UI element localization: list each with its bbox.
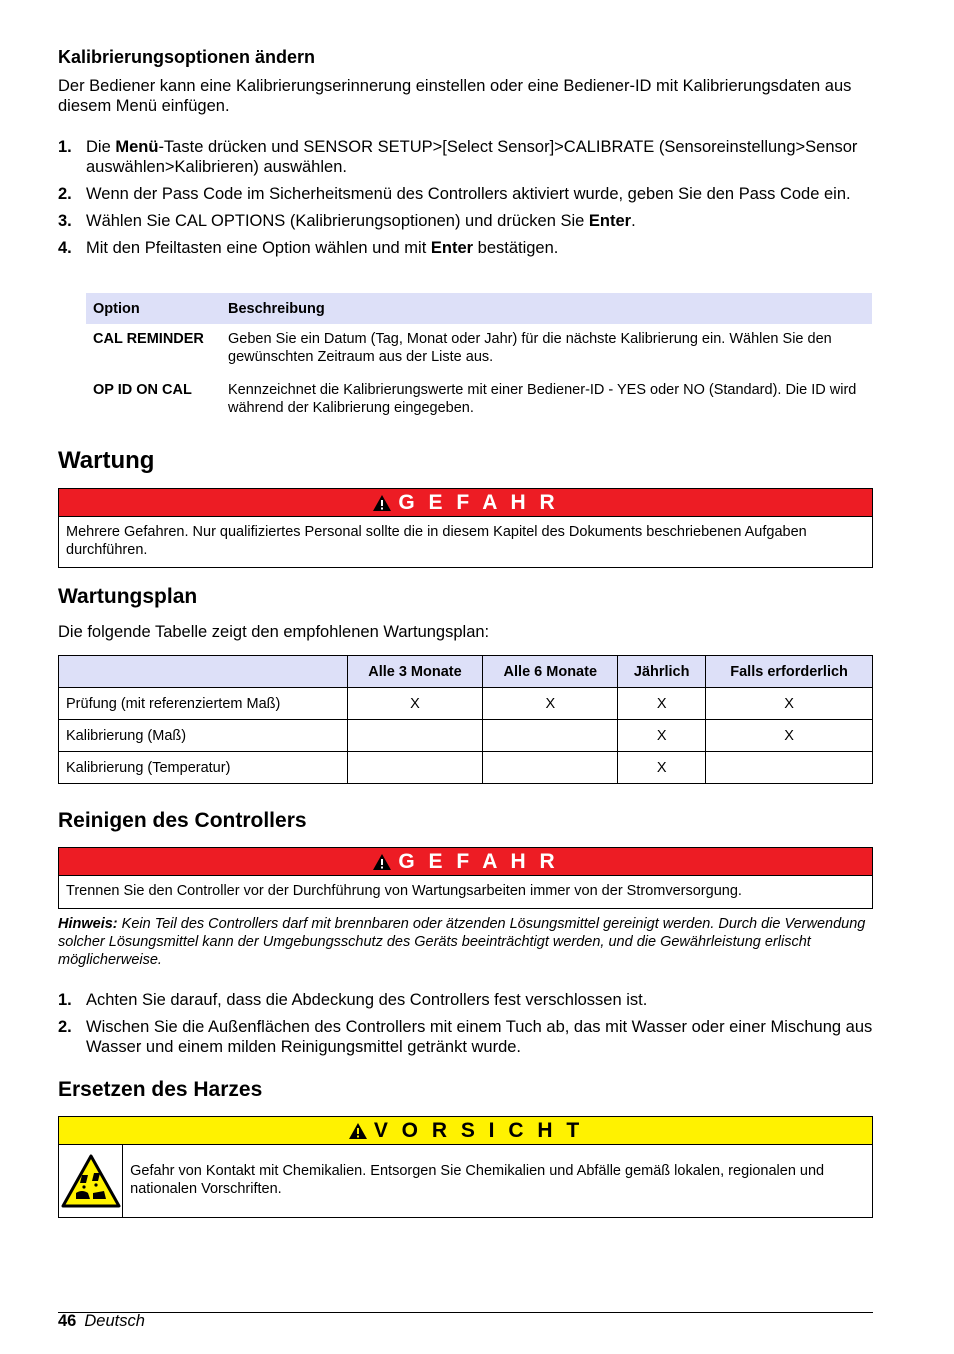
danger-box-cleaning xyxy=(58,847,873,909)
danger-box-maintenance xyxy=(58,488,873,568)
options-table xyxy=(86,293,872,426)
list-item xyxy=(58,1017,873,1057)
table-row xyxy=(59,752,873,784)
table-row xyxy=(86,324,872,375)
danger-label: G E F A H R xyxy=(398,490,559,514)
schedule-cell: X xyxy=(618,720,706,752)
task-label: Prüfung (mit referenziertem Maß) xyxy=(59,688,348,720)
list-item xyxy=(58,990,873,1010)
harz-heading: Ersetzen des Harzes xyxy=(58,1078,263,1101)
step-text: Die xyxy=(86,138,116,156)
schedule-header-blank xyxy=(59,656,348,688)
schedule-cell xyxy=(706,752,873,784)
page-number: 46 xyxy=(58,1312,77,1330)
step-text: Mit den Pfeiltasten eine Option wählen und mit xyxy=(86,239,431,257)
caution-text: Gefahr von Kontakt mit Chemikalien. Entsorgen Sie Chemikalien und Abfälle gemäß lokalen, regionalen und nationalen Vorschriften. xyxy=(130,1163,825,1197)
task-label: Kalibrierung (Maß) xyxy=(59,720,348,752)
wartungsplan-intro: Die folgende Tabelle zeigt den empfohlenen Wartungsplan: xyxy=(58,623,490,641)
chemical-hazard-icon xyxy=(59,1145,123,1217)
step-text: Wenn der Pass Code im Sicherheitsmenü des Controllers aktiviert wurde, geben Sie den Pass Code ein. xyxy=(86,185,851,203)
options-header-description: Beschreibung xyxy=(221,293,872,324)
option-description: Geben Sie ein Datum (Tag, Monat oder Jahr) für die nächste Kalibrierung ein. Wählen Sie den gewünschten Zeitraum aus der Liste aus. xyxy=(228,331,832,365)
caution-bar xyxy=(59,1117,872,1145)
cleaning-steps xyxy=(58,990,873,1064)
step-number: 1. xyxy=(58,991,72,1009)
schedule-header-3-months: Alle 3 Monate xyxy=(347,656,483,688)
option-name: OP ID ON CAL xyxy=(93,382,192,398)
page-footer xyxy=(58,1312,145,1331)
schedule-cell xyxy=(347,752,483,784)
schedule-header-as-needed: Falls erforderlich xyxy=(706,656,873,688)
step-number: 2. xyxy=(58,1018,72,1036)
option-description: Kennzeichnet die Kalibrierungswerte mit einer Bediener-ID - YES oder NO (Standard). Die ID wird während der Kalibrierung eingegeben. xyxy=(228,382,857,416)
step-text: bestätigen. xyxy=(473,239,559,257)
step-text: Achten Sie darauf, dass die Abdeckung des Controllers fest verschlossen ist. xyxy=(86,991,648,1009)
maintenance-schedule-table xyxy=(58,655,873,784)
step-number: 3. xyxy=(58,212,72,230)
cal-options-heading: Kalibrierungsoptionen ändern xyxy=(58,47,316,67)
warning-triangle-icon xyxy=(348,1122,368,1140)
note-label: Hinweis: xyxy=(58,916,118,932)
options-header-option: Option xyxy=(86,293,221,324)
list-item xyxy=(58,211,873,231)
danger-bar xyxy=(59,489,872,517)
list-item xyxy=(58,238,873,258)
caution-box-resin xyxy=(58,1116,873,1218)
schedule-cell xyxy=(483,752,618,784)
reinigen-heading: Reinigen des Controllers xyxy=(58,809,307,832)
table-row xyxy=(86,375,872,426)
list-item xyxy=(58,137,873,177)
schedule-cell: X xyxy=(618,752,706,784)
warning-triangle-icon xyxy=(372,853,392,871)
schedule-cell xyxy=(483,720,618,752)
step-number: 1. xyxy=(58,138,72,156)
caution-label: V O R S I C H T xyxy=(373,1118,584,1142)
step-emphasis: Enter xyxy=(588,212,632,230)
step-text: . xyxy=(631,212,636,230)
cal-options-intro: Der Bediener kann eine Kalibrierungserinnerung einstellen oder eine Bediener-ID mit Kalibrierungsdaten aus diesem Menü einfügen. xyxy=(58,77,852,115)
list-item xyxy=(58,184,873,204)
step-emphasis: Enter xyxy=(430,239,474,257)
step-text: -Taste drücken und SENSOR SETUP>[Select Sensor]>CALIBRATE (Sensoreinstellung>Sensor auswählen>Kalibrieren) auswählen. xyxy=(86,138,858,176)
step-number: 2. xyxy=(58,185,72,203)
warning-triangle-icon xyxy=(372,494,392,512)
wartungsplan-heading: Wartungsplan xyxy=(58,585,198,608)
schedule-cell xyxy=(347,720,483,752)
schedule-cell: X xyxy=(618,688,706,720)
schedule-cell: X xyxy=(347,688,483,720)
danger-text: Trennen Sie den Controller vor der Durchführung von Wartungsarbeiten immer von der Stromversorgung. xyxy=(66,883,742,899)
table-row xyxy=(59,688,873,720)
task-label: Kalibrierung (Temperatur) xyxy=(59,752,348,784)
footer-divider xyxy=(58,1312,873,1313)
schedule-cell: X xyxy=(483,688,618,720)
table-row xyxy=(59,720,873,752)
option-name: CAL REMINDER xyxy=(93,331,204,347)
step-text: Wischen Sie die Außenflächen des Controllers mit einem Tuch ab, das mit Wasser oder einer Mischung aus Wasser und einem milden Reinigungsmittel getränkt wurde. xyxy=(86,1018,873,1056)
step-emphasis: Menü xyxy=(115,138,159,156)
note xyxy=(58,915,873,969)
danger-label: G E F A H R xyxy=(398,849,559,873)
schedule-cell: X xyxy=(706,688,873,720)
step-text: Wählen Sie CAL OPTIONS (Kalibrierungsoptionen) und drücken Sie xyxy=(86,212,589,230)
schedule-header-yearly: Jährlich xyxy=(618,656,706,688)
footer-language: Deutsch xyxy=(84,1312,145,1330)
schedule-cell: X xyxy=(706,720,873,752)
cal-options-steps xyxy=(58,137,873,265)
wartung-heading: Wartung xyxy=(58,447,155,474)
step-number: 4. xyxy=(58,239,72,257)
danger-bar xyxy=(59,848,872,876)
danger-text: Mehrere Gefahren. Nur qualifiziertes Personal sollte die in diesem Kapitel des Dokuments beschriebenen Aufgaben durchführen. xyxy=(66,524,807,558)
schedule-header-6-months: Alle 6 Monate xyxy=(483,656,618,688)
note-text: Kein Teil des Controllers darf mit brennbaren oder ätzenden Lösungsmittel gereinigt werden. Durch die Verwendung solcher Lösungsmittel kann der Umgebungsschutz des Geräts beeinträchtigt werden, und die Gewährleistung erlischt möglicherweise. xyxy=(58,916,866,968)
